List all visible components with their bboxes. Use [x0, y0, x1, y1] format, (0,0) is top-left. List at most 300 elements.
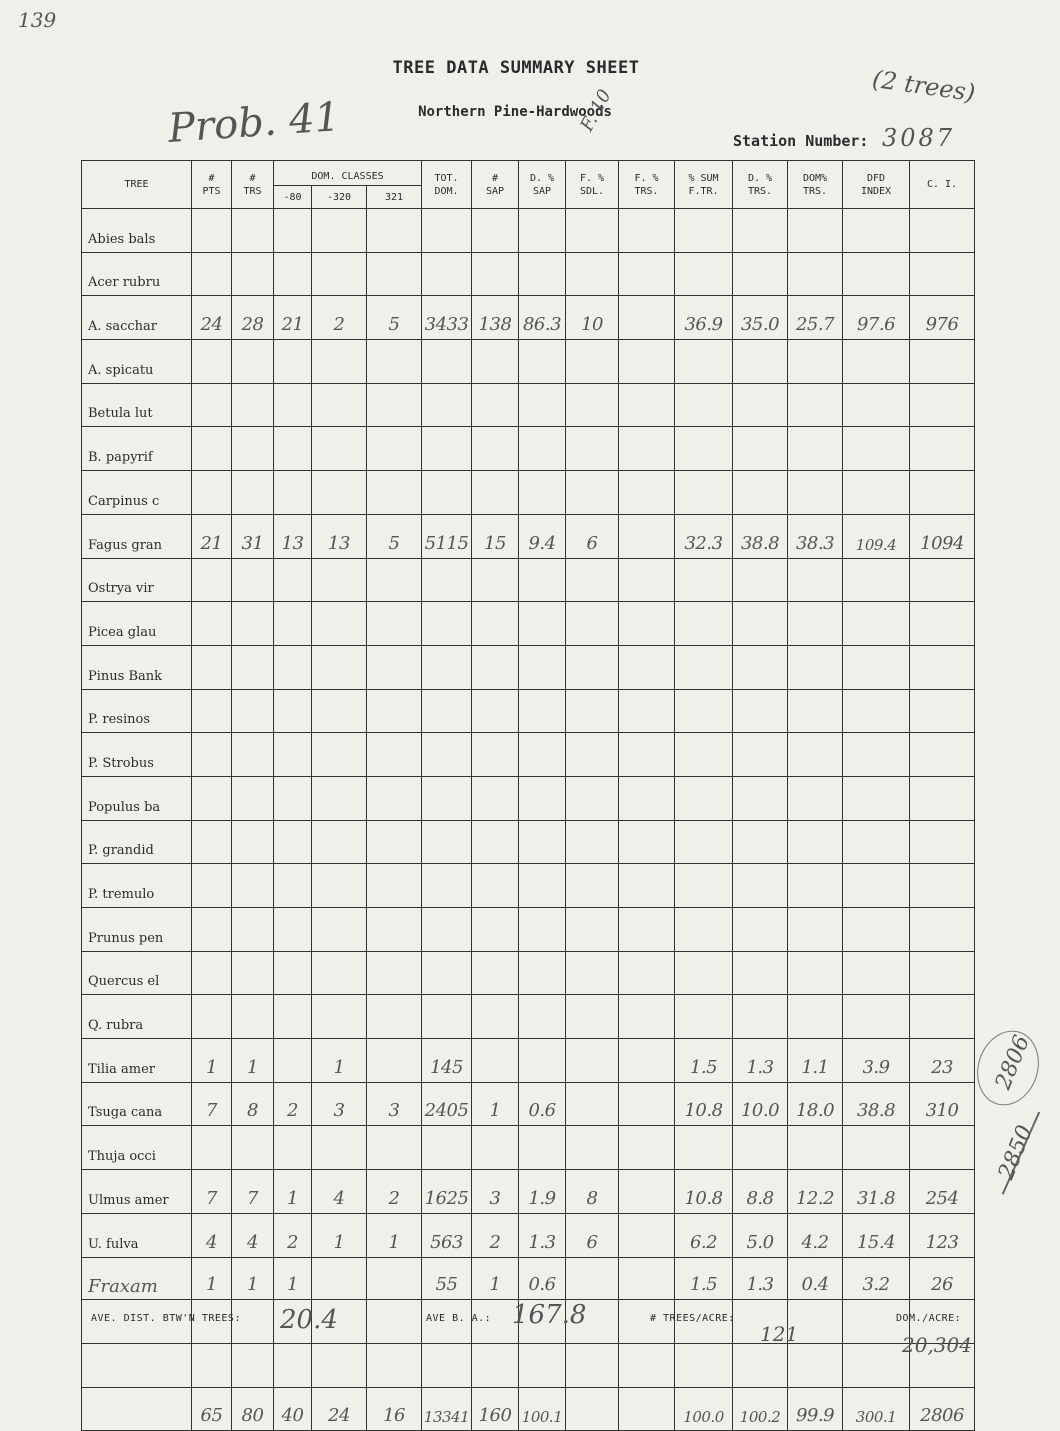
cell-trs	[232, 340, 274, 384]
cell-d-trs	[733, 820, 788, 864]
cell-tot-dom	[422, 776, 472, 820]
table-row	[82, 383, 975, 427]
cell-dom-80	[274, 209, 312, 253]
cell-dom-trs: 38.3	[788, 514, 843, 558]
header-dom-321: 321	[367, 186, 422, 209]
species-name: Ostrya vir	[82, 558, 192, 602]
cell-sap	[472, 733, 519, 777]
species-name: Fraxam	[82, 1257, 192, 1300]
species-name: Tsuga cana	[82, 1082, 192, 1126]
cell-dom-321	[367, 908, 422, 952]
cell-sum-ftr	[675, 733, 733, 777]
table-row	[82, 340, 975, 384]
cell-dom-321	[367, 1126, 422, 1170]
cell-sap	[472, 951, 519, 995]
cell-dom-321	[367, 951, 422, 995]
cell-trs	[232, 383, 274, 427]
header-dom-320: -320	[312, 186, 367, 209]
trees-per-acre-value: 121	[760, 1322, 799, 1346]
cell-ci: 26	[910, 1257, 975, 1300]
cell-d-sap	[519, 820, 566, 864]
cell-d-trs	[733, 864, 788, 908]
cell-dom-320	[312, 252, 367, 296]
cell-dom-trs	[788, 1343, 843, 1387]
cell-dom-321: 3	[367, 1082, 422, 1126]
cell-dom-80: 2	[274, 1082, 312, 1126]
cell-dom-320	[312, 383, 367, 427]
cell-sap	[472, 908, 519, 952]
cell-pts	[192, 383, 232, 427]
cell-pts	[192, 252, 232, 296]
cell-f-trs	[619, 296, 675, 340]
cell-ci	[910, 602, 975, 646]
cell-sap: 1	[472, 1082, 519, 1126]
cell-d-trs	[733, 209, 788, 253]
cell-trs: 4	[232, 1213, 274, 1257]
cell-d-trs	[733, 733, 788, 777]
cell-dom-80	[274, 733, 312, 777]
cell-f-sdl	[566, 1343, 619, 1387]
cell-dom-80	[274, 908, 312, 952]
cell-dom-321	[367, 427, 422, 471]
cell-dom-trs	[788, 645, 843, 689]
cell-dfd-index	[843, 1126, 910, 1170]
cell-dfd-index	[843, 733, 910, 777]
station-number-label: Station Number:	[733, 132, 869, 150]
cell-d-trs: 100.2	[733, 1387, 788, 1431]
header-dom-classes: DOM. CLASSES	[274, 161, 422, 186]
table-row	[82, 776, 975, 820]
cell-trs	[232, 1343, 274, 1387]
cell-dfd-index	[843, 995, 910, 1039]
cell-dom-320	[312, 558, 367, 602]
cell-tot-dom: 145	[422, 1039, 472, 1083]
cell-dom-80: 13	[274, 514, 312, 558]
table-row	[82, 1126, 975, 1170]
cell-dom-320	[312, 733, 367, 777]
cell-sum-ftr	[675, 383, 733, 427]
species-name	[82, 1343, 192, 1387]
cell-ci: 976	[910, 296, 975, 340]
cell-sum-ftr: 32.3	[675, 514, 733, 558]
table-row	[82, 995, 975, 1039]
cell-dfd-index	[843, 776, 910, 820]
species-name: Quercus el	[82, 951, 192, 995]
cell-trs	[232, 908, 274, 952]
cell-dfd-index: 300.1	[843, 1387, 910, 1431]
cell-tot-dom	[422, 995, 472, 1039]
cell-pts	[192, 602, 232, 646]
cell-f-trs	[619, 1257, 675, 1300]
species-name: Acer rubru	[82, 252, 192, 296]
table-row	[82, 1170, 975, 1214]
cell-dom-trs: 18.0	[788, 1082, 843, 1126]
cell-sum-ftr	[675, 864, 733, 908]
cell-f-sdl	[566, 1126, 619, 1170]
cell-f-trs	[619, 1343, 675, 1387]
cell-dom-321: 5	[367, 514, 422, 558]
cell-sap	[472, 820, 519, 864]
cell-dfd-index: 3.2	[843, 1257, 910, 1300]
species-name: A. sacchar	[82, 296, 192, 340]
cell-dom-321	[367, 558, 422, 602]
cell-sum-ftr	[675, 776, 733, 820]
dom-per-acre-label: DOM./ACRE:	[896, 1313, 962, 1324]
header-dom-trs: DOM% TRS.	[788, 161, 843, 209]
cell-dom-80	[274, 951, 312, 995]
cell-tot-dom	[422, 908, 472, 952]
cell-tot-dom: 55	[422, 1257, 472, 1300]
cell-tot-dom	[422, 733, 472, 777]
cell-sap	[472, 383, 519, 427]
header-dfd-index: DFD INDEX	[843, 161, 910, 209]
cell-d-trs	[733, 558, 788, 602]
cell-sap	[472, 864, 519, 908]
cell-trs: 1	[232, 1039, 274, 1083]
cell-pts: 65	[192, 1387, 232, 1431]
cell-pts	[192, 733, 232, 777]
table-row	[82, 514, 975, 558]
cell-dom-320: 1	[312, 1213, 367, 1257]
cell-d-trs: 10.0	[733, 1082, 788, 1126]
cell-d-sap: 100.1	[519, 1387, 566, 1431]
cell-dfd-index	[843, 1343, 910, 1387]
cell-d-sap: 86.3	[519, 296, 566, 340]
cell-d-trs: 35.0	[733, 296, 788, 340]
cell-dom-80	[274, 1039, 312, 1083]
cell-sap: 1	[472, 1257, 519, 1300]
table-row	[82, 951, 975, 995]
cell-dom-trs	[788, 820, 843, 864]
cell-f-trs	[619, 514, 675, 558]
cell-dfd-index: 15.4	[843, 1213, 910, 1257]
cell-dom-trs	[788, 689, 843, 733]
cell-dom-321	[367, 820, 422, 864]
cell-tot-dom	[422, 427, 472, 471]
cell-dom-trs	[788, 209, 843, 253]
cell-dom-320	[312, 776, 367, 820]
cell-dom-trs: 25.7	[788, 296, 843, 340]
cell-dom-320: 24	[312, 1387, 367, 1431]
cell-d-sap	[519, 689, 566, 733]
cell-dom-321	[367, 471, 422, 515]
cell-f-sdl	[566, 471, 619, 515]
cell-dom-trs	[788, 427, 843, 471]
cell-dom-trs: 99.9	[788, 1387, 843, 1431]
cell-dom-80	[274, 820, 312, 864]
cell-f-trs	[619, 864, 675, 908]
cell-f-sdl	[566, 1387, 619, 1431]
cell-dom-321	[367, 383, 422, 427]
cell-pts: 7	[192, 1170, 232, 1214]
cell-d-sap	[519, 471, 566, 515]
cell-d-trs: 8.8	[733, 1170, 788, 1214]
cell-f-trs	[619, 209, 675, 253]
cell-tot-dom: 1625	[422, 1170, 472, 1214]
cell-f-trs	[619, 602, 675, 646]
page-number: 139	[18, 8, 57, 32]
header-pts: # PTS	[192, 161, 232, 209]
species-name: P. Strobus	[82, 733, 192, 777]
cell-d-sap	[519, 602, 566, 646]
species-name: P. grandid	[82, 820, 192, 864]
cell-f-trs	[619, 645, 675, 689]
cell-dom-321	[367, 995, 422, 1039]
cell-dom-80	[274, 471, 312, 515]
cell-ci: 254	[910, 1170, 975, 1214]
cell-d-trs	[733, 776, 788, 820]
cell-trs: 80	[232, 1387, 274, 1431]
cell-sum-ftr	[675, 1126, 733, 1170]
cell-dom-321	[367, 645, 422, 689]
table-row	[82, 645, 975, 689]
cell-pts: 1	[192, 1039, 232, 1083]
cell-sum-ftr: 10.8	[675, 1082, 733, 1126]
cell-tot-dom	[422, 471, 472, 515]
cell-f-sdl: 10	[566, 296, 619, 340]
cell-dom-321	[367, 733, 422, 777]
header-d-sap: D. % SAP	[519, 161, 566, 209]
cell-d-trs	[733, 1343, 788, 1387]
species-name	[82, 1387, 192, 1431]
trees-per-acre-label: # TREES/ACRE:	[650, 1313, 735, 1324]
cell-trs	[232, 558, 274, 602]
table-row	[82, 908, 975, 952]
species-name: Betula lut	[82, 383, 192, 427]
header-d-trs: D. % TRS.	[733, 161, 788, 209]
cell-dfd-index	[843, 951, 910, 995]
cell-ci	[910, 645, 975, 689]
cell-dom-320	[312, 427, 367, 471]
cell-d-sap: 1.9	[519, 1170, 566, 1214]
species-name: B. papyrif	[82, 427, 192, 471]
header-trs: # TRS	[232, 161, 274, 209]
cell-dom-321	[367, 602, 422, 646]
cell-pts: 24	[192, 296, 232, 340]
table-row	[82, 733, 975, 777]
cell-sap	[472, 209, 519, 253]
cell-sum-ftr	[675, 602, 733, 646]
cell-dom-80	[274, 689, 312, 733]
cell-sap: 160	[472, 1387, 519, 1431]
cell-tot-dom: 5115	[422, 514, 472, 558]
cell-dfd-index: 3.9	[843, 1039, 910, 1083]
cell-dom-trs	[788, 252, 843, 296]
species-name: Thuja occi	[82, 1126, 192, 1170]
cell-tot-dom	[422, 820, 472, 864]
cell-dom-trs: 0.4	[788, 1257, 843, 1300]
cell-dom-320: 2	[312, 296, 367, 340]
cell-dom-320	[312, 689, 367, 733]
table-row	[82, 1257, 975, 1300]
cell-tot-dom	[422, 558, 472, 602]
table-row	[82, 471, 975, 515]
cell-dfd-index: 38.8	[843, 1082, 910, 1126]
cell-tot-dom: 3433	[422, 296, 472, 340]
cell-tot-dom: 563	[422, 1213, 472, 1257]
cell-tot-dom	[422, 383, 472, 427]
cell-dom-321: 16	[367, 1387, 422, 1431]
cell-f-sdl	[566, 340, 619, 384]
cell-dom-80	[274, 864, 312, 908]
station-number-value: 3087	[882, 124, 956, 152]
cell-dom-trs	[788, 776, 843, 820]
cell-ci: 1094	[910, 514, 975, 558]
cell-dom-320	[312, 1257, 367, 1300]
species-name: P. resinos	[82, 689, 192, 733]
cell-dfd-index	[843, 252, 910, 296]
cell-dfd-index	[843, 209, 910, 253]
cell-dom-321	[367, 864, 422, 908]
cell-f-trs	[619, 995, 675, 1039]
cell-trs	[232, 471, 274, 515]
cell-f-trs	[619, 340, 675, 384]
cell-pts: 21	[192, 514, 232, 558]
cell-f-trs	[619, 1170, 675, 1214]
cell-tot-dom	[422, 645, 472, 689]
cell-f-sdl	[566, 1039, 619, 1083]
table-row	[82, 427, 975, 471]
cell-sap	[472, 427, 519, 471]
cell-sap	[472, 1039, 519, 1083]
cell-f-sdl	[566, 733, 619, 777]
cell-dom-trs	[788, 383, 843, 427]
cell-trs	[232, 689, 274, 733]
cell-trs: 7	[232, 1170, 274, 1214]
cell-tot-dom	[422, 1126, 472, 1170]
cell-ci: 310	[910, 1082, 975, 1126]
cell-d-trs	[733, 908, 788, 952]
ave-ba-value: 167.8	[512, 1300, 587, 1330]
cell-dom-320: 1	[312, 1039, 367, 1083]
cell-dfd-index: 31.8	[843, 1170, 910, 1214]
cell-sum-ftr	[675, 471, 733, 515]
cell-dom-320	[312, 951, 367, 995]
cell-dfd-index: 97.6	[843, 296, 910, 340]
cell-sap	[472, 340, 519, 384]
cell-d-sap	[519, 995, 566, 1039]
cell-trs	[232, 645, 274, 689]
cell-d-trs: 1.3	[733, 1039, 788, 1083]
cell-f-trs	[619, 689, 675, 733]
species-name: P. tremulo	[82, 864, 192, 908]
cell-f-sdl: 6	[566, 514, 619, 558]
cell-sap	[472, 776, 519, 820]
species-name: Ulmus amer	[82, 1170, 192, 1214]
cell-dom-321	[367, 776, 422, 820]
species-name: Tilia amer	[82, 1039, 192, 1083]
cell-dom-trs: 1.1	[788, 1039, 843, 1083]
cell-d-trs	[733, 995, 788, 1039]
cell-pts	[192, 558, 232, 602]
cell-trs	[232, 602, 274, 646]
cell-dom-trs	[788, 558, 843, 602]
cell-sap	[472, 471, 519, 515]
cell-d-trs: 38.8	[733, 514, 788, 558]
cell-f-sdl	[566, 602, 619, 646]
cell-pts	[192, 908, 232, 952]
cell-dom-320: 3	[312, 1082, 367, 1126]
cell-pts	[192, 1343, 232, 1387]
cell-dom-80: 1	[274, 1257, 312, 1300]
cell-trs	[232, 209, 274, 253]
cell-sap	[472, 1126, 519, 1170]
cell-sum-ftr	[675, 558, 733, 602]
cell-f-sdl: 8	[566, 1170, 619, 1214]
cell-ci	[910, 1126, 975, 1170]
cell-pts: 1	[192, 1257, 232, 1300]
species-name: U. fulva	[82, 1213, 192, 1257]
cell-d-sap	[519, 864, 566, 908]
cell-dom-321	[367, 689, 422, 733]
cell-sum-ftr	[675, 951, 733, 995]
cell-ci: 2806	[910, 1387, 975, 1431]
cell-d-sap: 0.6	[519, 1082, 566, 1126]
cell-trs	[232, 864, 274, 908]
cell-pts	[192, 995, 232, 1039]
sheet-subtitle: Northern Pine-Hardwoods	[418, 104, 612, 120]
cell-d-trs	[733, 602, 788, 646]
ave-ba-label: AVE B. A.:	[426, 1313, 492, 1324]
margin-note-a: 2806	[990, 1031, 1036, 1094]
cell-sap	[472, 602, 519, 646]
cell-dom-trs	[788, 340, 843, 384]
cell-dom-320	[312, 864, 367, 908]
cell-trs: 1	[232, 1257, 274, 1300]
cell-dom-80: 40	[274, 1387, 312, 1431]
cell-sap	[472, 1343, 519, 1387]
cell-dom-trs	[788, 733, 843, 777]
cell-sum-ftr	[675, 427, 733, 471]
cell-ci	[910, 689, 975, 733]
cell-sap	[472, 995, 519, 1039]
cell-tot-dom	[422, 1343, 472, 1387]
cell-sap	[472, 645, 519, 689]
ave-dist-value: 20.4	[280, 1305, 338, 1335]
cell-sum-ftr	[675, 209, 733, 253]
header-sap: # SAP	[472, 161, 519, 209]
header-tot-dom: TOT. DOM.	[422, 161, 472, 209]
cell-dom-trs	[788, 908, 843, 952]
cell-f-sdl	[566, 558, 619, 602]
cell-dom-320	[312, 471, 367, 515]
cell-sum-ftr	[675, 995, 733, 1039]
cell-dom-320	[312, 645, 367, 689]
cell-ci	[910, 209, 975, 253]
cell-f-sdl	[566, 427, 619, 471]
cell-f-sdl	[566, 1082, 619, 1126]
cell-d-sap	[519, 951, 566, 995]
trees-annotation: (2 trees)	[870, 64, 977, 108]
header-tree: TREE	[82, 161, 192, 209]
cell-trs: 8	[232, 1082, 274, 1126]
cell-d-sap	[519, 776, 566, 820]
cell-dom-80	[274, 383, 312, 427]
cell-sum-ftr: 36.9	[675, 296, 733, 340]
cell-trs: 28	[232, 296, 274, 340]
cell-d-trs: 5.0	[733, 1213, 788, 1257]
cell-d-trs	[733, 471, 788, 515]
cell-f-sdl	[566, 908, 619, 952]
cell-dom-trs	[788, 471, 843, 515]
ave-dist-label: AVE. DIST. BTW'N TREES:	[91, 1313, 241, 1324]
cell-trs: 31	[232, 514, 274, 558]
cell-sum-ftr	[675, 689, 733, 733]
cell-f-sdl	[566, 820, 619, 864]
cell-dom-80	[274, 558, 312, 602]
cell-ci	[910, 427, 975, 471]
cell-sap	[472, 689, 519, 733]
